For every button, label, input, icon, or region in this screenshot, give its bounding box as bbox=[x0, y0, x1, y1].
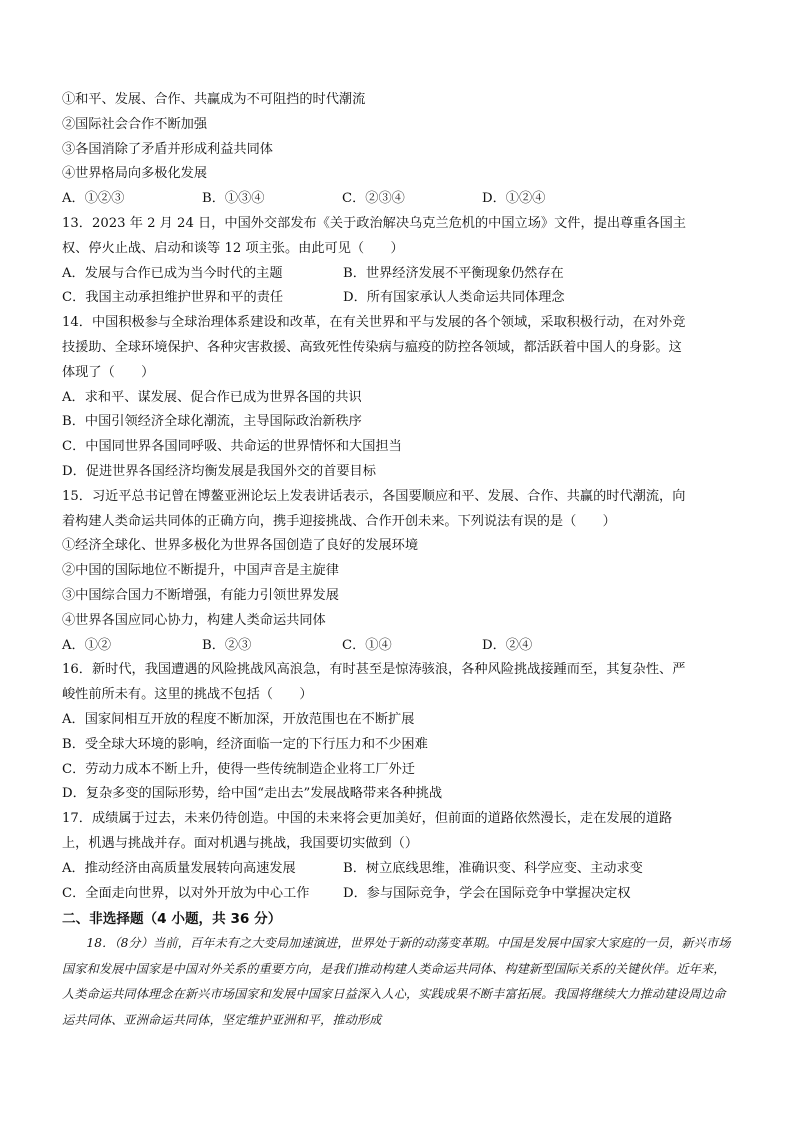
section-heading: 二、非选择题（4 小题，共 36 分） bbox=[62, 911, 282, 928]
q15-stem-line: 着构建人类命运共同体的正确方向，携手迎接挑战、合作开创未来。下列说法有误的是（ ） bbox=[62, 513, 616, 529]
q16-stem bbox=[62, 658, 734, 708]
q17-stem-line: 17．成绩属于过去，未来仍待创造。中国的未来将会更加美好，但前面的道路依然漫长，走在发展的道路 bbox=[62, 811, 673, 827]
q17-option-a: A．推动经济由高质量发展转向高速发展 bbox=[62, 860, 296, 876]
q15-option-a: A．①② bbox=[62, 637, 112, 653]
q15-option-d: D．②④ bbox=[482, 637, 533, 653]
q12-option-d: D．①②④ bbox=[482, 191, 546, 207]
q15-item: ④世界各国应同心协力，构建人类命运共同体 bbox=[62, 612, 326, 628]
q15-stem bbox=[62, 485, 734, 535]
q14-option-b: B．中国引领经济全球化潮流，主导国际政治新秩序 bbox=[62, 414, 362, 430]
q15-stem-line: 15．习近平总书记曾在博鳌亚洲论坛上发表讲话表示，各国要顺应和平、发展、合作、共赢的时代潮流，向 bbox=[62, 488, 686, 504]
q17-option-d: D．参与国际竞争，学会在国际竞争中掌握决定权 bbox=[343, 885, 631, 901]
q12-item: ②国际社会合作不断加强 bbox=[62, 116, 208, 132]
q17-option-c: C．全面走向世界，以对外开放为中心工作 bbox=[62, 885, 310, 901]
q15-option-c: C．①④ bbox=[342, 637, 392, 653]
q15-item: ③中国综合国力不断增强，有能力引领世界发展 bbox=[62, 587, 339, 603]
q12-item: ④世界格局向多极化发展 bbox=[62, 166, 208, 182]
q13-options-row1 bbox=[62, 262, 734, 287]
q15-item: ②中国的国际地位不断提升，中国声音是主旋律 bbox=[62, 563, 339, 579]
q15-options bbox=[62, 634, 734, 659]
q16-option-d: D．复杂多变的国际形势，给中国“走出去”发展战略带来各种挑战 bbox=[62, 786, 443, 802]
q14-stem-line: 14．中国积极参与全球治理体系建设和改革，在有关世界和平与发展的各个领域，采取积极行动，在对外竞 bbox=[62, 315, 686, 331]
q13-options-row2 bbox=[62, 286, 734, 311]
q16-option-c: C．劳动力成本不断上升，使得一些传统制造企业将工厂外迁 bbox=[62, 761, 415, 777]
q13-option-a: A．发展与合作已成为当今时代的主题 bbox=[62, 265, 283, 281]
q12-item: ①和平、发展、合作、共赢成为不可阻挡的时代潮流 bbox=[62, 92, 366, 107]
q16-option-b: B．受全球大环境的影响，经济面临一定的下行压力和不少困难 bbox=[62, 736, 428, 752]
q17-stem bbox=[62, 807, 734, 857]
q17-options-row2 bbox=[62, 882, 734, 907]
q13-option-b: B．世界经济发展不平衡现象仍然存在 bbox=[343, 265, 564, 281]
q12-option-b: B．①③④ bbox=[202, 191, 265, 207]
q15-items bbox=[62, 534, 734, 633]
q16-stem-line: 16．新时代，我国遭遇的风险挑战风高浪急，有时甚至是惊涛骇浪，各种风险挑战接踵而至，其复杂性、严 bbox=[62, 662, 686, 678]
q15-item: ①经济全球化、世界多极化为世界各国创造了良好的发展环境 bbox=[62, 538, 419, 554]
q17-stem-line: 上，机遇与挑战并存。面对机遇与挑战，我国要切实做到（） bbox=[62, 835, 419, 851]
q15-option-b: B．②③ bbox=[202, 637, 252, 653]
q13-stem-line: 13．2023 年 2 月 24 日，中国外交部发布《关于政治解决乌克兰危机的中国立场》文件，提出尊重各国主 bbox=[62, 215, 686, 231]
q13-option-c: C．我国主动承担维护世界和平的责任 bbox=[62, 290, 284, 306]
q12-options bbox=[62, 187, 734, 212]
q12-option-a: A．①②③ bbox=[62, 191, 125, 207]
q14-stem-line: 技援助、全球环境保护、各种灾害救援、高致死性传染病与瘟疫的防控各领域，都活跃着中国人的身影。这 bbox=[62, 339, 682, 355]
q12-option-c: C．②③④ bbox=[342, 191, 405, 207]
q14-stem-line: 体现了（ ） bbox=[62, 364, 155, 380]
q12-item: ③各国消除了矛盾并形成利益共同体 bbox=[62, 141, 273, 157]
q13-option-d: D．所有国家承认人类命运共同体理念 bbox=[343, 290, 565, 306]
q16-stem-line: 峻性前所未有。这里的挑战不包括（ ） bbox=[62, 687, 313, 703]
q14-option-c: C．中国同世界各国同呼吸、共命运的世界情怀和大国担当 bbox=[62, 439, 402, 455]
q16-options bbox=[62, 708, 734, 807]
q14-stem bbox=[62, 311, 734, 385]
q14-option-a: A．求和平、谋发展、促合作已成为世界各国的共识 bbox=[62, 389, 362, 405]
exam-page bbox=[62, 88, 734, 1033]
q18-passage: 18．（8分）当前，百年未有之大变局加速演进，世界处于新的动荡变革期。中国是发展中国家大家庭的一员，新兴市场国家和发展中国家是中国对外关系的重要方向，是我们推动构建人类命运共同体、构建新型国际关系的关键伙伴。近年来，人类命运共同体理念在新兴市场国家和发展中国家日益深入人心，实践成果不断丰富拓展。我国将继续大力推动建设周边命运共同体、亚洲命运共同体，坚定维护亚洲和平，推动形成 bbox=[62, 936, 731, 1027]
q17-options-row1 bbox=[62, 857, 734, 882]
q14-option-d: D．促进世界各国经济均衡发展是我国外交的首要目标 bbox=[62, 463, 376, 479]
q14-options bbox=[62, 386, 734, 485]
q12-items bbox=[62, 88, 734, 187]
q13-stem-line: 权、停火止战、启动和谈等 12 项主张。由此可见（ ） bbox=[62, 240, 404, 256]
q16-option-a: A．国家间相互开放的程度不断加深，开放范围也在不断扩展 bbox=[62, 711, 415, 727]
q13-stem bbox=[62, 212, 734, 262]
q17-option-b: B．树立底线思维，准确识变、科学应变、主动求变 bbox=[343, 860, 643, 876]
